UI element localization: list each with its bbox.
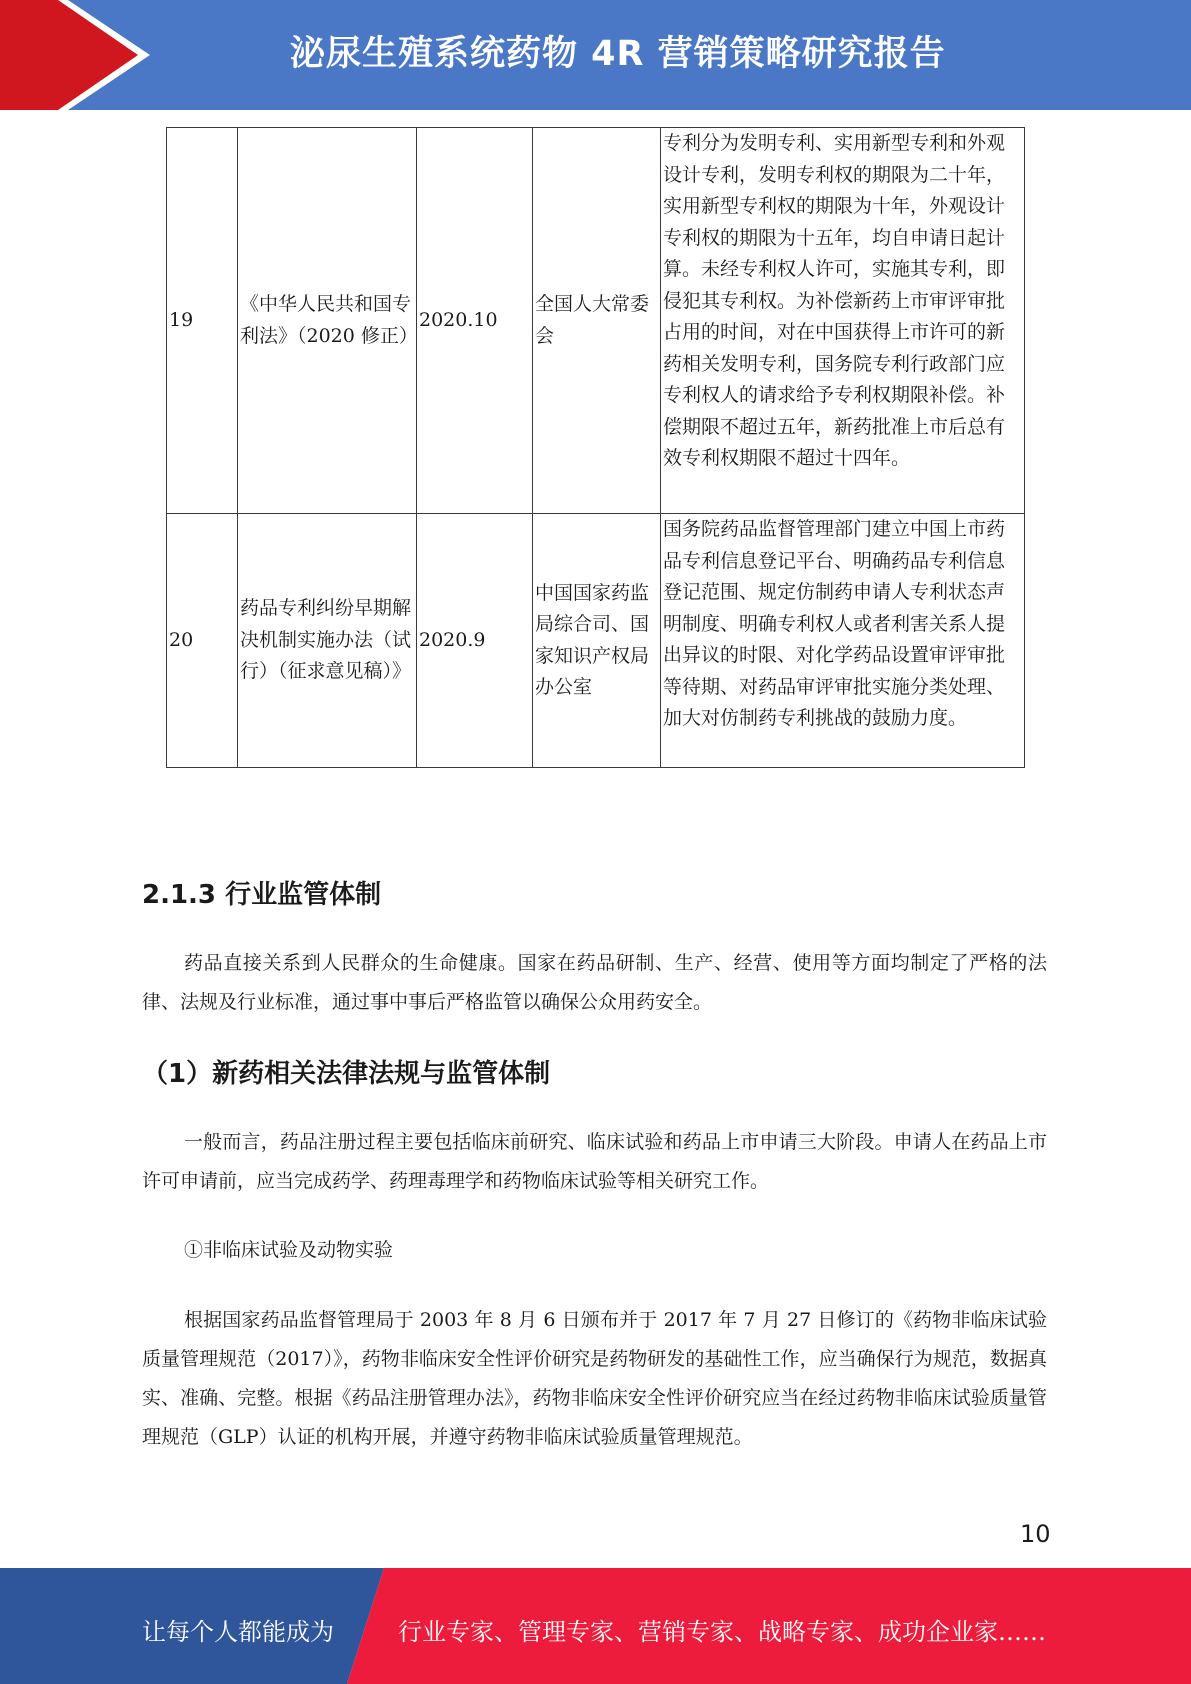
table-row [167,514,1025,768]
law-date: 2020.10 [417,128,533,514]
regulation-table [166,127,1025,768]
law-issuer: 全国人大常委会 [533,128,661,514]
regulation-table-wrap [166,127,1025,768]
glp-paragraph: 根据国家药品监督管理局于 2003 年 8 月 6 日颁布并于 2017 年 7 月 27 日修订的《药物非临床试验质量管理规范（2017）》，药物非临床安全性评价研究是药物研发的基础性工作，应当确保行为规范，数据真实、准确、完整。根据《药品注册管理办法》，药物非临床安全性评价研究应当在经过药物非临床试验质量管理规范（GLP）认证的机构开展，并遵守药物非临床试验质量管理规范。 [142,1309,1047,1448]
row-number: 19 [167,128,238,514]
intro-paragraph: 药品直接关系到人民群众的生命健康。国家在药品研制、生产、经营、使用等方面均制定了严格的法律、法规及行业标准，通过事中事后严格监管以确保公众用药安全。 [142,952,1047,1013]
page-number: 10 [1020,1520,1051,1548]
page-footer [0,1568,1191,1684]
law-issuer: 中国国家药监局综合司、国家知识产权局办公室 [533,514,661,768]
section-heading: 2.1.3 行业监管体制 [142,880,382,910]
report-title: 泌尿生殖系统药物 4R 营销策略研究报告 [290,34,946,74]
law-description: 专利分为发明专利、实用新型专利和外观设计专利，发明专利权的期限为二十年，实用新型专利权的期限为十年，外观设计专利权的期限为十五年，均自申请日起计算。未经专利权人许可，实施其专利，即侵犯其专利权。为补偿新药上市审评审批占用的时间，对在中国获得上市许可的新药相关发明专利，国务院专利行政部门应专利权人的请求给予专利权期限补偿。补偿期限不超过五年，新药批准上市后总有效专利权期限不超过十四年。 [661,128,1025,514]
law-name: 药品专利纠纷早期解决机制实施办法（试行）（征求意见稿）》 [238,514,417,768]
registration-paragraph: 一般而言，药品注册过程主要包括临床前研究、临床试验和药品上市申请三大阶段。申请人在药品上市许可申请前，应当完成药学、药理毒理学和药物临床试验等相关研究工作。 [142,1131,1047,1192]
table-row [167,128,1025,514]
law-name: 《中华人民共和国专利法》（2020 修正） [238,128,417,514]
page-header [0,0,1191,110]
law-date: 2020.9 [417,514,533,768]
sub-heading: （1）新药相关法律法规与监管体制 [142,1059,551,1089]
header-chevron-decoration [0,0,160,110]
row-number: 20 [167,514,238,768]
footer-slogan-left: 让每个人都能成为 [142,1618,334,1646]
item-label: ①非临床试验及动物实验 [184,1239,394,1261]
footer-slogan-right: 行业专家、管理专家、营销专家、战略专家、成功企业家…… [398,1618,1046,1646]
law-description: 国务院药品监督管理部门建立中国上市药品专利信息登记平台、明确药品专利信息登记范围、规定仿制药申请人专利状态声明制度、明确专利权人或者利害关系人提出异议的时限、对化学药品设置审评审批等待期、对药品审评审批实施分类处理、加大对仿制药专利挑战的鼓励力度。 [661,514,1025,768]
